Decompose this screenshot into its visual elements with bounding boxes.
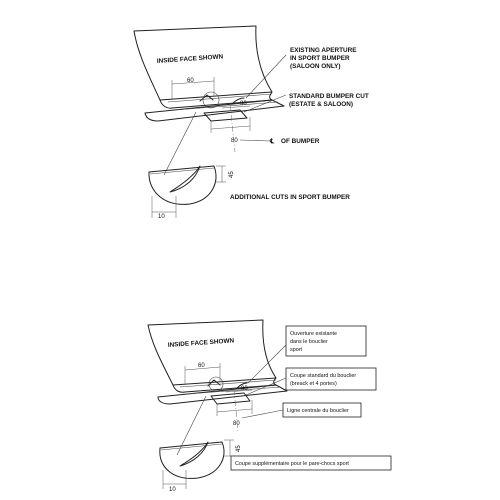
bottom-dim-80: 80 <box>233 421 240 427</box>
bottom-additional-cuts-label: Coupe supplémentaire pour le pare-chocs sport <box>235 461 349 467</box>
bottom-aperture-line-2: dans le bouclier <box>290 339 328 345</box>
top-panel-label: INSIDE FACE SHOWN <box>156 53 224 65</box>
bottom-diagram <box>148 320 391 493</box>
bottom-standard-cut-line-1: Coupe standard du bouclier <box>290 373 357 379</box>
top-centreline-label: OF BUMPER <box>281 138 320 145</box>
top-aperture-line-3: (SALOON ONLY) <box>290 63 341 70</box>
bottom-panel-label: INSIDE FACE SHOWN <box>167 337 235 349</box>
top-aperture-line-1: EXISTING APERTURE <box>290 47 357 54</box>
top-sport-cut-detail <box>149 166 216 204</box>
bottom-dim-90: 90 <box>241 386 248 392</box>
top-aperture-line-2: IN SPORT BUMPER <box>290 55 350 62</box>
bottom-dim-10: 10 <box>169 487 176 493</box>
top-standard-cut-line-1: STANDARD BUMPER CUT <box>289 93 369 100</box>
top-additional-cuts-label: ADDITIONAL CUTS IN SPORT BUMPER <box>230 194 350 201</box>
bottom-centreline-label: Ligne centrale du bouclier <box>287 408 349 414</box>
top-dim-10: 10 <box>158 214 165 220</box>
top-centreline-symbol: ℄ <box>270 138 275 145</box>
top-dim-45: 45 <box>229 171 235 178</box>
top-bumper-panel <box>134 26 272 100</box>
bottom-aperture-line-3: sport <box>290 347 302 353</box>
top-diagram <box>134 26 369 220</box>
bottom-dim-60: 60 <box>198 363 205 369</box>
bottom-aperture-line-1: Ouverture existante <box>290 331 338 337</box>
top-dim-90: 90 <box>240 101 247 107</box>
bottom-dim-45: 45 <box>236 445 242 452</box>
bottom-bumper-panel <box>148 320 276 385</box>
top-detail-circle <box>203 92 219 108</box>
top-dim-80: 80 <box>231 138 238 144</box>
bottom-sport-cut-detail <box>160 442 224 478</box>
top-standard-cut-line-2: (ESTATE & SALOON) <box>289 101 354 108</box>
top-dim-60: 60 <box>187 78 194 84</box>
bottom-standard-cut-line-2: (breack et 4 portes) <box>290 381 337 387</box>
